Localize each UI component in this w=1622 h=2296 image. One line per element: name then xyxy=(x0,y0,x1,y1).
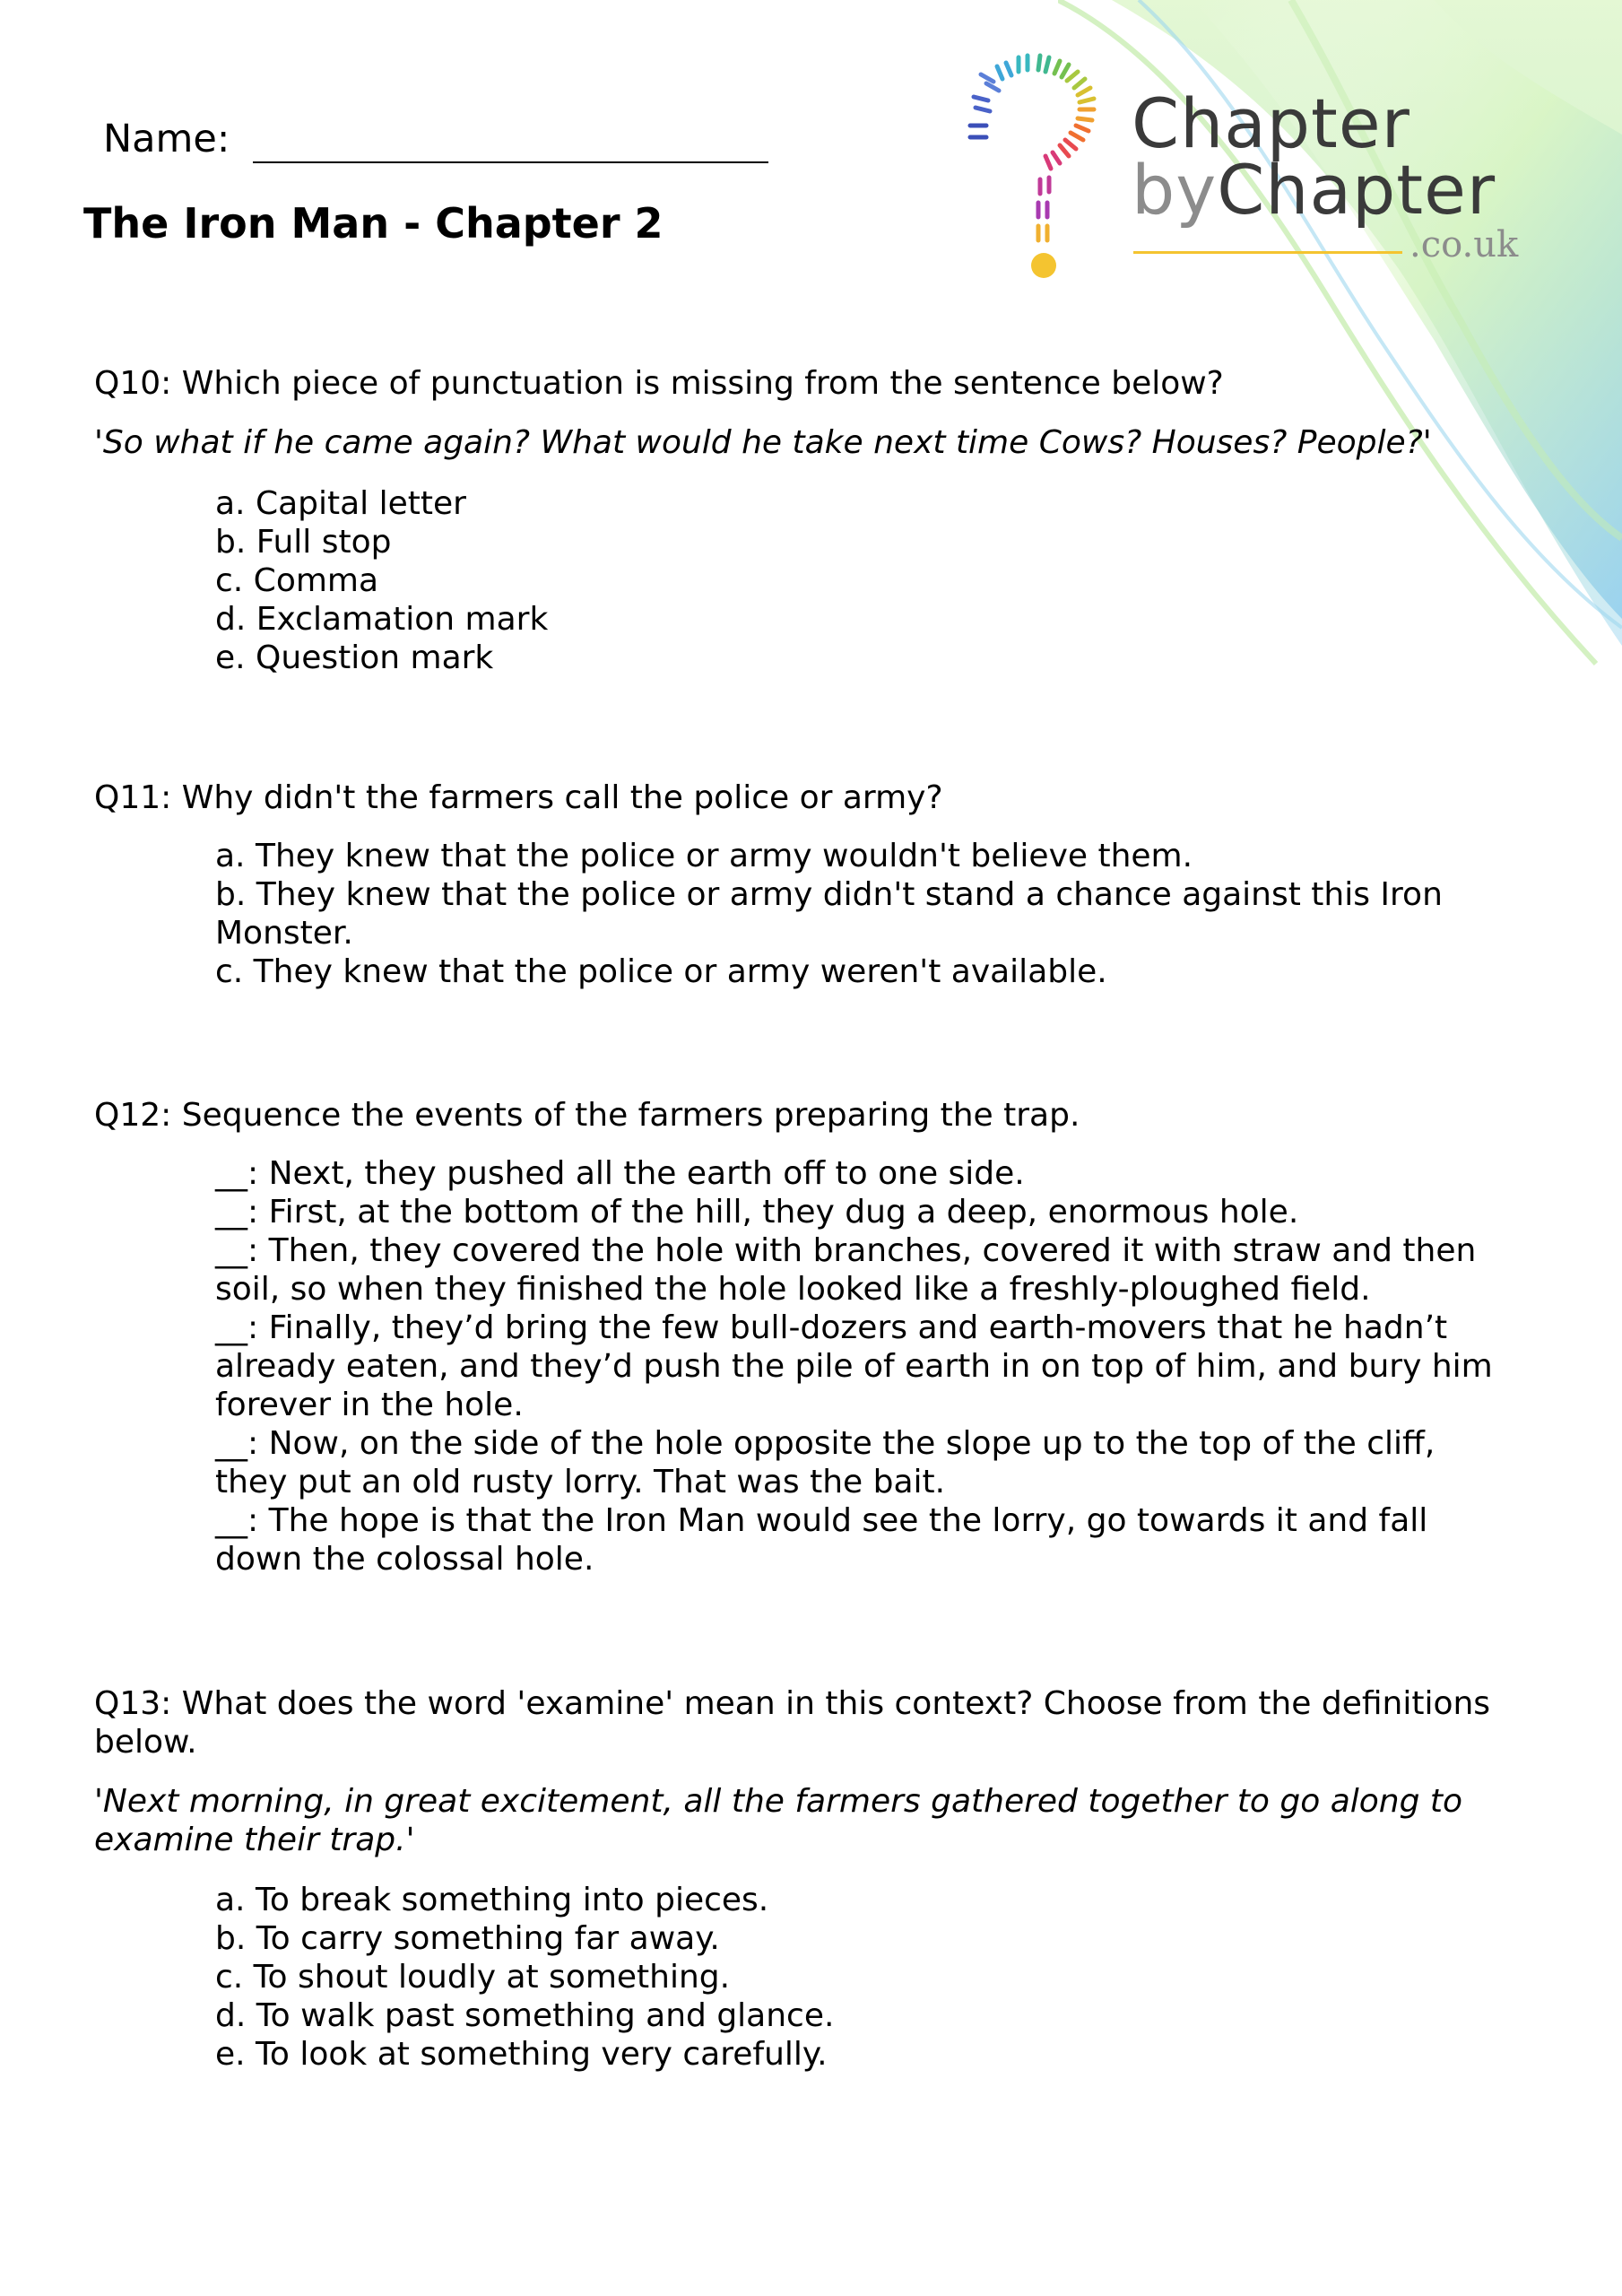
name-answer-line[interactable] xyxy=(253,161,768,163)
option[interactable]: b. To carry something far away. xyxy=(215,1920,720,1957)
question-10-quote: 'So what if he came again? What would he take next time Cows? Houses? People?' xyxy=(94,424,1432,461)
sequence-item[interactable]: __: Finally, they’d bring the few bull-dozers and earth-movers that he hadn’t already eaten, and they’d push the pile of earth in on top of him, and bury him forever in the hole. xyxy=(215,1309,1493,1423)
option[interactable]: a. To break something into pieces. xyxy=(215,1882,769,1918)
sequence-item[interactable]: __: Then, they covered the hole with branches, covered it with straw and then soil, so when they finished the hole looked like a freshly-ploughed field. xyxy=(215,1232,1477,1308)
question-12-prompt: Q12: Sequence the events of the farmers preparing the trap. xyxy=(94,1097,1080,1134)
option[interactable]: a. Capital letter xyxy=(215,485,466,522)
logo-line-2: Chapter xyxy=(1217,150,1496,230)
sequence-item[interactable]: __: Now, on the side of the hole opposite the slope up to the top of the cliff, they put an old rusty lorry. That was the bait. xyxy=(215,1425,1436,1500)
option[interactable]: a. They knew that the police or army wouldn't believe them. xyxy=(215,838,1193,874)
logo-line-1: Chapter xyxy=(1132,83,1410,163)
option[interactable]: c. To shout loudly at something. xyxy=(215,1959,731,1996)
logo-domain: .co.uk xyxy=(1409,224,1519,265)
option[interactable]: c. They knew that the police or army weren't available. xyxy=(215,953,1107,990)
logo-wordmark xyxy=(1132,83,1519,265)
option[interactable]: e. Question mark xyxy=(215,639,494,676)
option[interactable]: c. Comma xyxy=(215,562,379,599)
option[interactable]: b. They knew that the police or army didn't stand a chance against this Iron Monster. xyxy=(215,876,1443,952)
name-label: Name: xyxy=(103,117,230,161)
worksheet-title: The Iron Man - Chapter 2 xyxy=(83,199,664,248)
sequence-item[interactable]: __: The hope is that the Iron Man would see the lorry, go towards it and fall down the colossal hole. xyxy=(215,1502,1428,1578)
logo-underline xyxy=(1133,251,1402,254)
question-11-options xyxy=(215,837,1515,991)
option[interactable]: d. Exclamation mark xyxy=(215,601,549,638)
logo-by: by xyxy=(1132,150,1218,230)
question-10-options xyxy=(215,484,1515,677)
question-10-prompt: Q10: Which piece of punctuation is missing from the sentence below? xyxy=(94,365,1224,402)
question-13-options xyxy=(215,1881,1515,2074)
option[interactable]: e. To look at something very carefully. xyxy=(215,2036,828,2073)
option[interactable]: d. To walk past something and glance. xyxy=(215,1997,835,2034)
option[interactable]: b. Full stop xyxy=(215,524,392,561)
question-11-prompt: Q11: Why didn't the farmers call the police or army? xyxy=(94,779,943,816)
logo-dot-icon xyxy=(1031,253,1056,278)
sequence-item[interactable]: __: Next, they pushed all the earth off to one side. xyxy=(215,1155,1025,1192)
sequence-item[interactable]: __: First, at the bottom of the hill, they dug a deep, enormous hole. xyxy=(215,1194,1299,1231)
question-13-quote: 'Next morning, in great excitement, all the farmers gathered together to go along to examine their trap.' xyxy=(94,1783,1463,1858)
question-12-options xyxy=(215,1154,1515,1578)
question-13-prompt: Q13: What does the word 'examine' mean in this context? Choose from the definitions below. xyxy=(94,1685,1491,1761)
